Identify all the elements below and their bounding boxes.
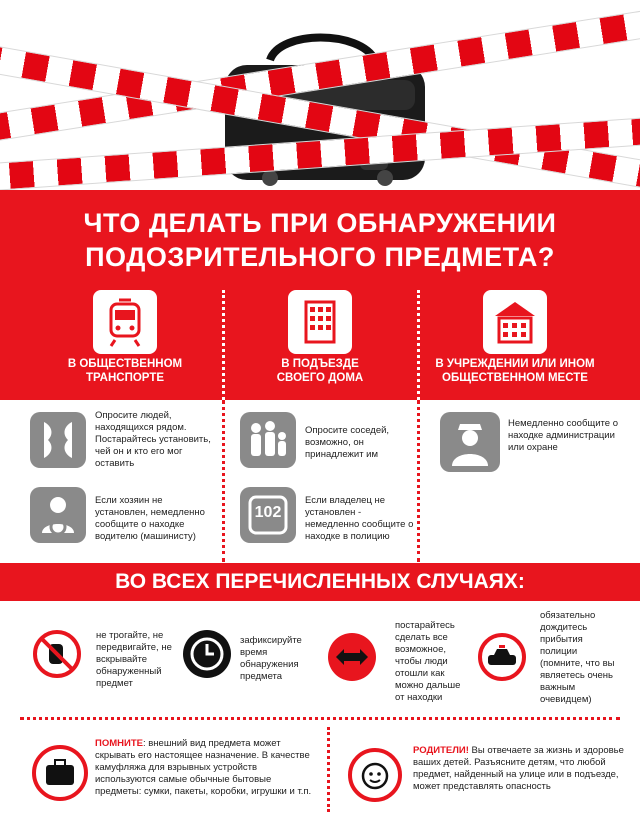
page-title-line2: ПОДОЗРИТЕЛЬНОГО ПРЕДМЕТА?	[85, 242, 555, 272]
column-divider	[222, 400, 225, 562]
faces-icon	[30, 412, 86, 468]
page-title-line1: ЧТО ДЕЛАТЬ ПРИ ОБНАРУЖЕНИИ	[83, 208, 557, 238]
column-divider	[417, 400, 420, 562]
all-cases-title: ВО ВСЕХ ПЕРЕЧИСЛЕННЫХ СЛУЧАЯХ:	[115, 570, 525, 593]
child-face-icon	[348, 748, 402, 802]
train-icon	[93, 290, 157, 354]
instruction-transport-2: Если хозяин не установлен, немедленно сообщите о находке водителю (машинисту)	[95, 495, 205, 542]
guard-icon	[440, 412, 500, 472]
all-cases-item-1: не трогайте, не передвигайте, не вскрывайте обнаруженный предмет	[96, 630, 172, 689]
remember-label: ПОМНИТЕ	[95, 738, 143, 749]
instruction-home-2: Если владелец не установлен - немедленно сообщите о находке в полицию	[305, 495, 414, 542]
building-icon	[288, 290, 352, 354]
parents-text: Вы отвечаете за жизнь и здоровье ваших детей. Разъясните детям, что любой предмет, найденный на улице или в подъезде, может представлять опасность	[413, 745, 624, 792]
institution-icon	[483, 290, 547, 354]
all-cases-item-3: постарайтесь сделать все возможное, чтобы люди отошли как можно дальше от находки	[395, 620, 461, 703]
all-cases-item-4: обязательно дождитесь прибытия полиции (помните, что вы являетесь очень важным очевидцем)	[540, 610, 615, 705]
arrows-icon	[328, 633, 376, 681]
header-illustration	[0, 0, 640, 190]
police-car-icon	[478, 633, 526, 681]
column-label-transport: В ОБЩЕСТВЕННОМ ТРАНСПОРТЕ	[67, 358, 183, 384]
section-divider	[20, 717, 620, 720]
family-icon	[240, 412, 296, 468]
parents-note	[413, 745, 628, 793]
phone-102-icon	[240, 487, 296, 543]
column-label-institution: В УЧРЕЖДЕНИИ ИЛИ ИНОМ ОБЩЕСТВЕННОМ МЕСТЕ	[435, 358, 595, 384]
column-icon-transport	[93, 290, 157, 354]
remember-note	[95, 738, 315, 798]
briefcase-icon	[32, 745, 88, 801]
instruction-home-1: Опросите соседей, возможно, он принадлежит им	[305, 425, 390, 460]
column-icon-institution	[483, 290, 547, 354]
remember-text: : внешний вид предмета может скрывать его настоящее назначение. В качестве камуфляжа для взрывных устройств используются самые обычные бытовые предметы: сумки, пакеты, коробки, игрушки и т.п.	[95, 738, 312, 797]
no-touch-icon	[33, 630, 81, 678]
parents-label: РОДИТЕЛИ!	[413, 745, 469, 756]
section-divider	[327, 727, 330, 812]
all-cases-item-2: зафиксируйте время обнаружения предмета	[240, 635, 302, 682]
column-label-home: В ПОДЪЕЗДЕ СВОЕГО ДОМА	[276, 358, 364, 384]
phone-number: 102	[254, 504, 282, 521]
instruction-transport-1: Опросите людей, находящихся рядом. Постарайтесь установить, чей он и кто его мог оставить	[95, 410, 211, 469]
column-icon-home	[288, 290, 352, 354]
instruction-institution-1: Немедленно сообщите о находке администрации или охране	[508, 418, 618, 453]
clock-icon	[183, 630, 231, 678]
driver-icon	[30, 487, 86, 543]
